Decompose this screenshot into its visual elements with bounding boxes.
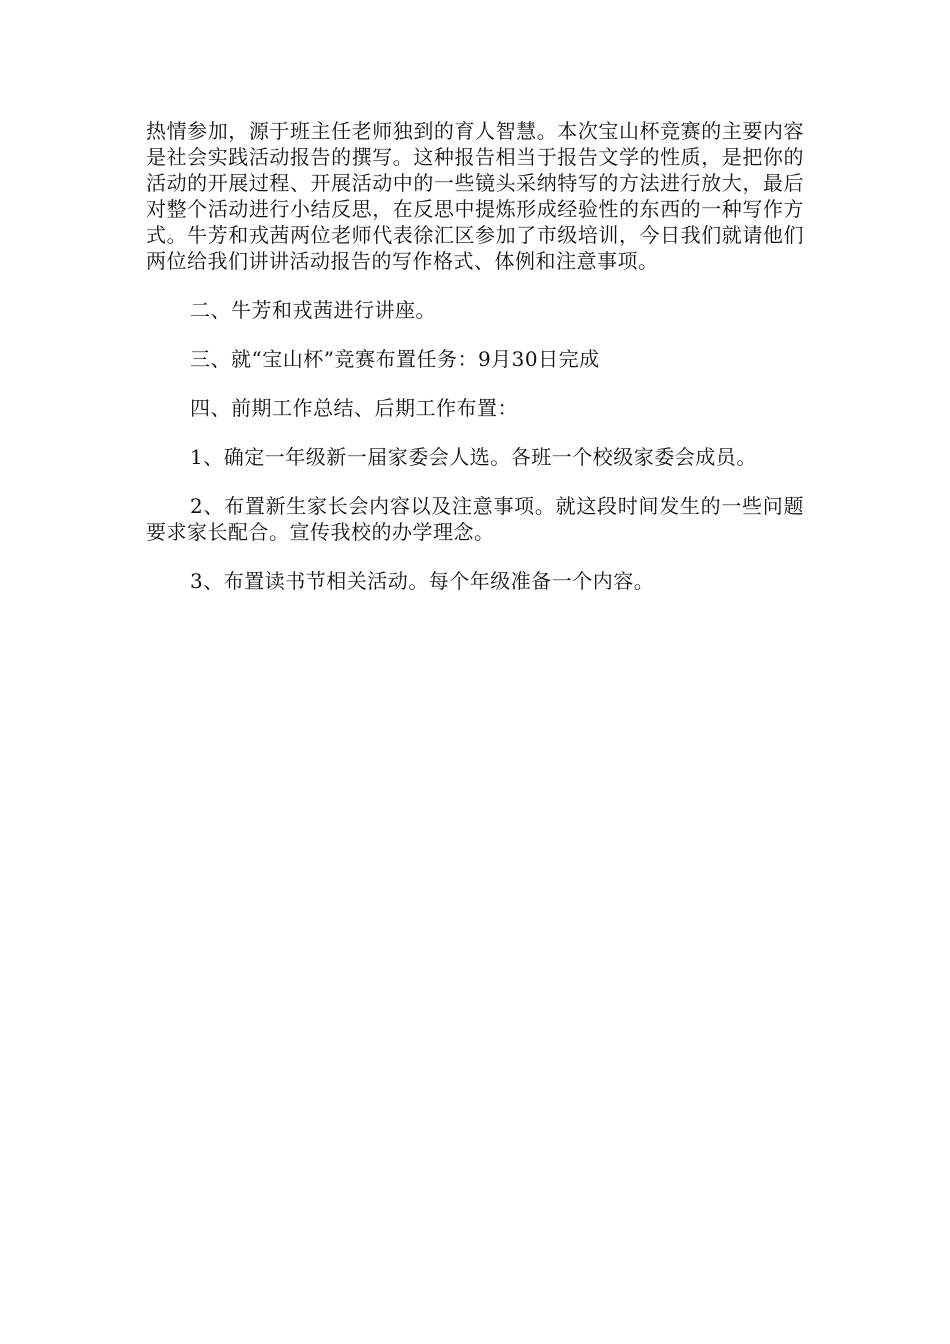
paragraph-subitem-2: 2、布置新生家长会内容以及注意事项。就这段时间发生的一些问题要求家长配合。宣传我校的办学理念。 [146, 494, 804, 544]
document-page [146, 118, 804, 594]
paragraph-item-four: 四、前期工作总结、后期工作布置： [190, 396, 518, 420]
paragraph-subitem-3: 3、布置读书节相关活动。每个年级准备一个内容。 [190, 569, 655, 593]
paragraph-item-two: 二、牛芳和戎茜进行讲座。 [190, 298, 436, 322]
paragraph-continuation: 热情参加，源于班主任老师独到的育人智慧。本次宝山杯竞赛的主要内容是社会实践活动报告的撰写。这种报告相当于报告文学的性质，是把你的活动的开展过程、开展活动中的一些镜头采纳特写的方法进行放大，最后对整个活动进行小结反思，在反思中提炼形成经验性的东西的一种写作方式。牛芳和戎茜两位老师代表徐汇区参加了市级培训，今日我们就请他们两位给我们讲讲活动报告的写作格式、体例和注意事项。 [146, 119, 804, 273]
paragraph-subitem-1: 1、确定一年级新一届家委会人选。各班一个校级家委会成员。 [190, 445, 757, 469]
paragraph-item-three: 三、就“宝山杯”竞赛布置任务：9月30日完成 [190, 347, 600, 371]
